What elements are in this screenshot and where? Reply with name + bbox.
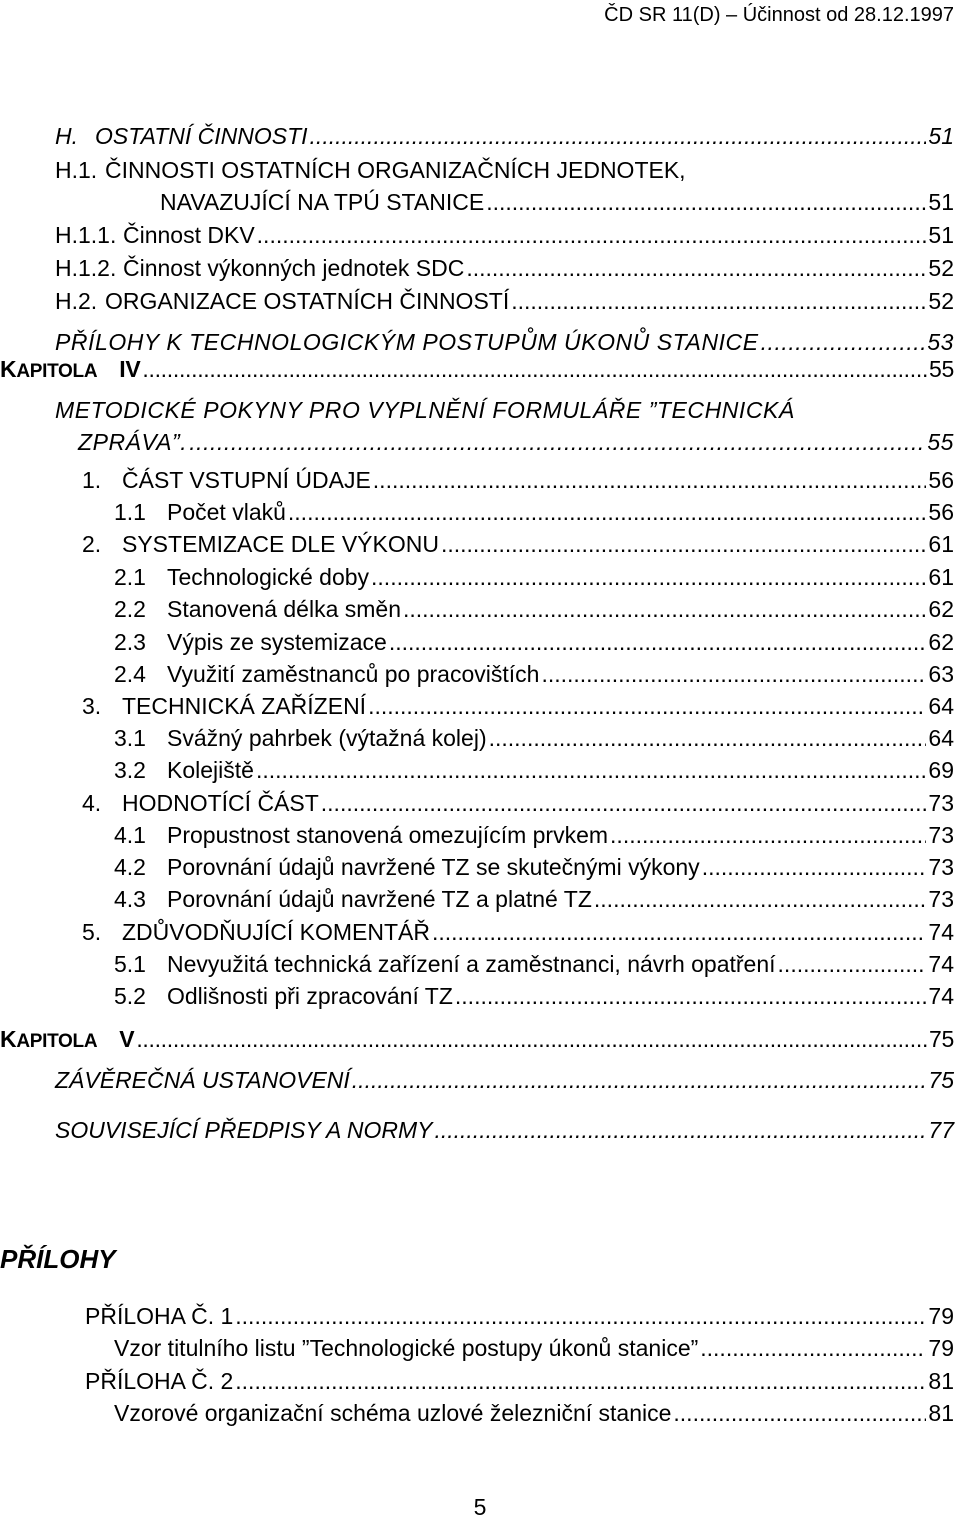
dot-leader [434, 1115, 926, 1145]
dot-leader [403, 594, 926, 624]
dot-leader [511, 286, 926, 316]
toc-entry-priloha-2: PŘÍLOHA Č. 2 ..... 81 [0, 1366, 954, 1396]
dot-leader [489, 723, 927, 753]
toc-entry-2-4: 2.4 Využití zaměstnanců po pracovištích ..... 63 [0, 659, 954, 689]
page-ref: 62 [928, 629, 954, 655]
toc-entry-h1: H.1. ČINNOSTI OSTATNÍCH ORGANIZAČNÍCH JEDNOTEK, [55, 157, 686, 183]
dot-leader [373, 465, 927, 495]
page-ref: 77 [928, 1117, 954, 1143]
toc-entry-priloha-1: PŘÍLOHA Č. 1 ..... 79 [0, 1301, 954, 1331]
dot-leader [257, 220, 927, 250]
dot-leader [136, 1024, 927, 1054]
toc-entry-h1-cont: NAVAZUJÍCÍ NA TPÚ STANICE ..... 51 [0, 187, 954, 217]
dot-leader [256, 755, 926, 785]
page-ref: 61 [928, 531, 954, 557]
toc-entry-2-2: 2.2 Stanovená délka směn ..... 62 [0, 594, 954, 624]
toc-entry-4-1: 4.1 Propustnost stanovená omezujícím prvkem ..... 73 [0, 820, 954, 850]
dot-leader [594, 884, 927, 914]
toc-entry-kapitola-iv: KAPITOLA IV ..... 55 [0, 354, 954, 384]
toc-entry-priloha-1-desc: Vzor titulního listu ”Technologické postupy úkonů stanice” ..... 79 [0, 1333, 954, 1363]
page-ref: 81 [928, 1400, 954, 1426]
toc-entry-2-1: 2.1 Technologické doby ..... 61 [0, 562, 954, 592]
page-ref: 69 [928, 757, 954, 783]
dot-leader [189, 427, 925, 457]
toc-entry-4-2: 4.2 Porovnání údajů navržené TZ se skutečnými výkony ..... 73 [0, 852, 954, 882]
dot-leader [761, 327, 926, 357]
dot-leader [702, 852, 927, 882]
page-ref: 52 [928, 255, 954, 281]
page-number: 5 [473, 1494, 487, 1520]
page-ref: 75 [928, 1067, 954, 1093]
dot-leader [368, 691, 926, 721]
toc-entry-2: 2. SYSTEMIZACE DLE VÝKONU ..... 61 [0, 529, 954, 559]
toc-entry-h11: H.1.1. Činnost DKV ..... 51 [0, 220, 954, 250]
page-ref: 63 [928, 661, 954, 687]
page-ref: 73 [928, 854, 954, 880]
page-ref: 74 [928, 983, 954, 1009]
dot-leader [371, 562, 926, 592]
dot-leader [541, 659, 926, 689]
page-ref: 51 [928, 123, 954, 149]
page-ref: 73 [928, 822, 954, 848]
page-ref: 73 [928, 886, 954, 912]
dot-leader [321, 788, 927, 818]
dot-leader [466, 253, 926, 283]
dot-leader [455, 981, 927, 1011]
toc-entry-prilohy-k-tp: PŘÍLOHY K TECHNOLOGICKÝM POSTUPŮM ÚKONŮ STANICE ..... 53 [0, 327, 954, 357]
page-ref: 51 [928, 189, 954, 215]
page-ref: 74 [928, 951, 954, 977]
dot-leader [486, 187, 926, 217]
page-ref: 64 [928, 725, 954, 751]
toc-entry-5-1: 5.1 Nevyužitá technická zařízení a zaměstnanci, návrh opatření ..... 74 [0, 949, 954, 979]
page-ref: 56 [928, 499, 954, 525]
page-ref: 79 [928, 1303, 954, 1329]
toc-entry-h: H. OSTATNÍ ČINNOSTI ..... 51 [0, 121, 954, 151]
toc-entry-4-3: 4.3 Porovnání údajů navržené TZ a platné TZ ..... 73 [0, 884, 954, 914]
page-ref: 64 [928, 693, 954, 719]
dot-leader [389, 627, 927, 657]
dot-leader [288, 497, 927, 527]
page-ref: 75 [929, 1026, 954, 1052]
toc-entry-zaverecna-ustanoveni: ZÁVĚREČNÁ USTANOVENÍ ..... 75 [0, 1065, 954, 1095]
document-header: ČD SR 11(D) – Účinnost od 28.12.1997 [604, 4, 954, 26]
page-ref: 81 [928, 1368, 954, 1394]
toc-entry-h2: H.2. ORGANIZACE OSTATNÍCH ČINNOSTÍ ..... 52 [0, 286, 954, 316]
page-ref: 62 [928, 596, 954, 622]
toc-entry-4: 4. HODNOTÍCÍ ČÁST ..... 73 [0, 788, 954, 818]
toc-entry-3: 3. TECHNICKÁ ZAŘÍZENÍ ..... 64 [0, 691, 954, 721]
dot-leader [235, 1366, 926, 1396]
toc-entry-2-3: 2.3 Výpis ze systemizace ..... 62 [0, 627, 954, 657]
toc-entry-priloha-2-desc: Vzorové organizační schéma uzlové železniční stanice ..... 81 [0, 1398, 954, 1428]
toc-entry-metodicke-pokyny-cont: ZPRÁVA”. ..... 55 [0, 427, 954, 457]
toc-entry-metodicke-pokyny: METODICKÉ POKYNY PRO VYPLNĚNÍ FORMULÁŘE ”TECHNICKÁ [55, 397, 795, 423]
toc-entry-5-2: 5.2 Odlišnosti při zpracování TZ ..... 74 [0, 981, 954, 1011]
page-ref: 51 [928, 222, 954, 248]
toc-entry-1: 1. ČÁST VSTUPNÍ ÚDAJE ..... 56 [0, 465, 954, 495]
dot-leader [310, 121, 927, 151]
page-ref: 55 [927, 429, 954, 455]
dot-leader [235, 1301, 926, 1331]
toc-entry-kapitola-v: KAPITOLA V ..... 75 [0, 1024, 954, 1054]
dot-leader [432, 917, 926, 947]
page-ref: 61 [928, 564, 954, 590]
dot-leader [610, 820, 926, 850]
page-ref: 55 [929, 356, 954, 382]
dot-leader [352, 1065, 927, 1095]
toc-entry-souvisejici-predpisy: SOUVISEJÍCÍ PŘEDPISY A NORMY ..... 77 [0, 1115, 954, 1145]
toc-entry-3-2: 3.2 Kolejiště ..... 69 [0, 755, 954, 785]
toc-entry-1-1: 1.1 Počet vlaků ..... 56 [0, 497, 954, 527]
page-ref: 53 [927, 329, 954, 355]
dot-leader [700, 1333, 926, 1363]
toc-entry-3-1: 3.1 Svážný pahrbek (výtažná kolej) ..... 64 [0, 723, 954, 753]
toc-entry-h12: H.1.2. Činnost výkonných jednotek SDC ..... 52 [0, 253, 954, 283]
page-ref: 74 [928, 919, 954, 945]
page-ref: 52 [928, 288, 954, 314]
dot-leader [142, 354, 927, 384]
page-ref: 56 [928, 467, 954, 493]
dot-leader [673, 1398, 926, 1428]
page-ref: 79 [928, 1335, 954, 1361]
dot-leader [441, 529, 926, 559]
dot-leader [778, 949, 927, 979]
page-ref: 73 [928, 790, 954, 816]
prilohy-heading: PŘÍLOHY [0, 1244, 116, 1274]
toc-entry-5: 5. ZDŮVODŇUJÍCÍ KOMENTÁŘ ..... 74 [0, 917, 954, 947]
